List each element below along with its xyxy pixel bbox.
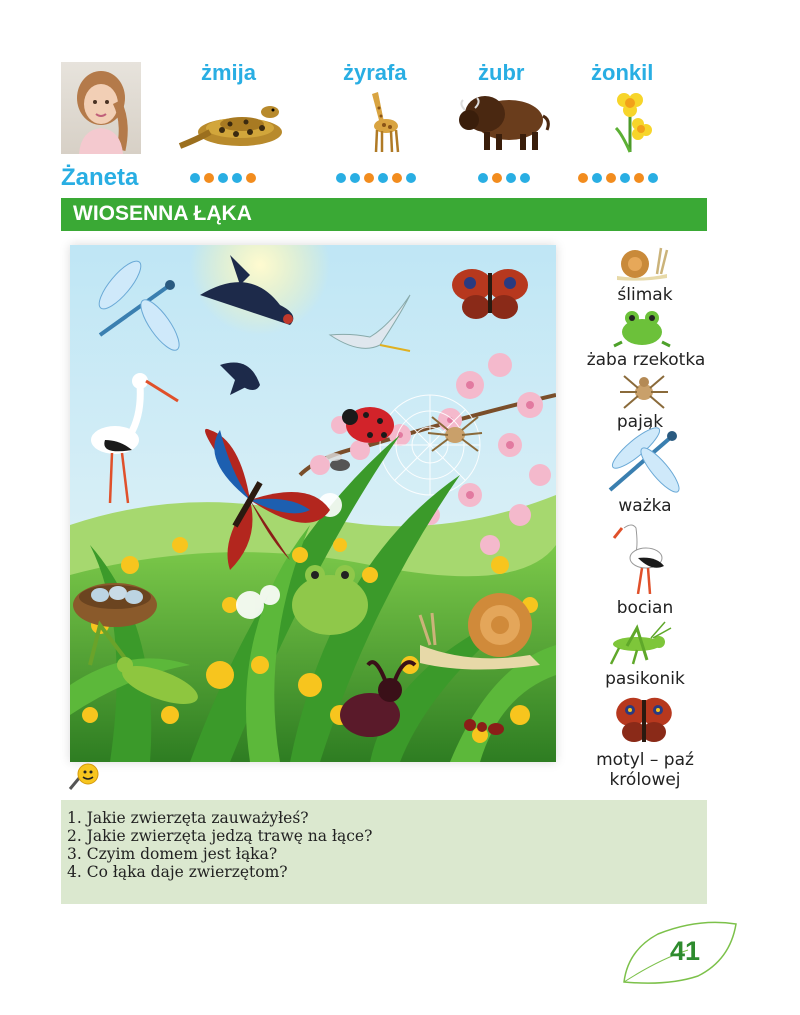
word-zyrafa: żyrafa [343,60,407,85]
girl-photo [61,62,141,154]
legend-label-zaba-rzekotka: żaba rzekotka [586,350,706,370]
letter-dots-zyrafa [336,173,416,183]
question-3: 3. Czyim domem jest łąka? [67,845,278,863]
letter-dot [606,173,616,183]
letter-dot [246,173,256,183]
legend-label-motyl-line1: motyl – paź [596,750,694,770]
legend-label-slimak: ślimak [617,285,673,305]
letter-dot [506,173,516,183]
letter-dots-zubr [478,173,530,183]
letter-dot [648,173,658,183]
section-header-bar [61,198,707,231]
legend-label-motyl [588,750,702,790]
girl-name: Żaneta [61,164,139,191]
legend-tree-frog-icon [612,306,672,353]
letter-dot [218,173,228,183]
legend-label-motyl-line2: królowej [609,770,681,790]
question-1: 1. Jakie zwierzęta zauważyłeś? [67,809,309,827]
letter-dot [204,173,214,183]
letter-dots-zonkil [578,173,658,183]
letter-dot [620,173,630,183]
legend-stork-icon [612,518,666,599]
legend-grasshopper-icon [607,620,673,671]
letter-dot [406,173,416,183]
letter-dot [232,173,242,183]
legend-spider-icon [618,370,670,415]
meadow-illustration [70,245,556,762]
legend-label-pajak: pająk [616,412,664,432]
page-number-leaf [618,920,738,991]
letter-dots-zmija [190,173,256,183]
legend-snail-icon [613,240,671,287]
daffodil-image [608,88,652,159]
bison-image [457,90,553,157]
questions-panel [61,800,707,904]
letter-dot [520,173,530,183]
letter-dot [592,173,602,183]
legend-label-pasikonik: pasikonik [605,669,685,689]
letter-dot [478,173,488,183]
legend-label-wazka: ważka [618,496,672,516]
word-zonkil: żonkil [591,60,654,85]
letter-dot [336,173,346,183]
snake-image [170,94,290,157]
letter-dot [190,173,200,183]
letter-dot [392,173,402,183]
letter-dot [578,173,588,183]
legend-dragonfly-icon [600,424,690,499]
question-4: 4. Co łąka daje zwierzętom? [67,863,288,881]
letter-dot [378,173,388,183]
word-zmija: żmija [201,60,257,85]
letter-dot [364,173,374,183]
letter-dot [492,173,502,183]
word-zubr: żubr [478,60,525,85]
legend-butterfly-icon [614,692,674,753]
section-title: WIOSENNA ŁĄKA [73,202,252,225]
legend-label-bocian: bocian [616,598,674,618]
giraffe-image [364,88,404,159]
page-number: 41 [670,936,701,966]
question-2: 2. Jakie zwierzęta jedzą trawę na łące? [67,827,373,845]
letter-dot [350,173,360,183]
letter-dot [634,173,644,183]
microphone-smiley-icon [66,762,102,797]
